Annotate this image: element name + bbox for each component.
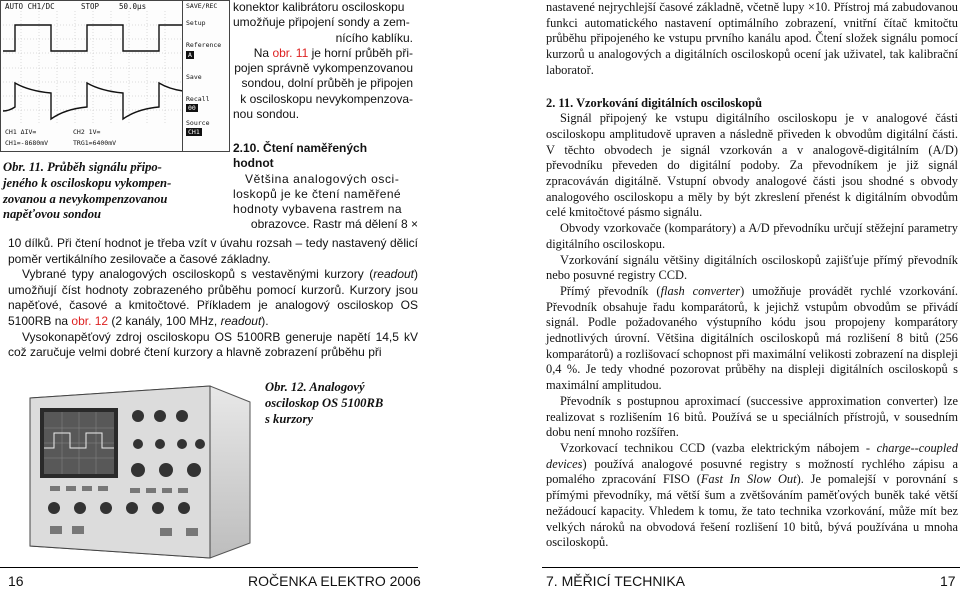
figure-12-caption <box>265 380 415 427</box>
scope-footer-ch2: CH2 1V= <box>73 128 101 136</box>
text-italic: flash converter <box>660 283 741 298</box>
paragraph-readout <box>8 267 418 329</box>
paragraph-ccd <box>546 441 958 551</box>
text: ) používá analogové posuvné registry s možností rychlého zápisu a pomalého zpracování FISO ( <box>546 456 958 487</box>
caption-line: umožňuje připojení sondy a zem- <box>233 15 410 30</box>
scope-header-stop: STOP <box>81 2 100 11</box>
paragraph: Obvody vzorkovače (komparátory) a A/D převodníku určují stěžejní parametry digitálního osciloskopu. <box>546 221 958 251</box>
scope-menu-source: Source <box>186 119 210 127</box>
connector-caption <box>233 0 413 122</box>
text-italic: charge--coupled devices <box>546 440 958 471</box>
text: Vybrané typy analogových osciloskopů s vestavěnými kurzory ( <box>22 267 374 282</box>
figure-11-caption <box>3 160 218 223</box>
text: ) umožňuje provádět rychlé vzorkování. Převodník obsahuje řadu komparátorů, k jejichž vstupům obvodům se přivádí signál. Podle požadovaného výstupního kódu jsou propojeny komparátory jednotlivých úrovní. Většina digitálních osciloskopů má rozlišení 8 bitů (256 komparátorů) a rozlišovací schopnost při maximální velikosti zobrazení na displeji 0,4 %. Je tedy vhodné pozorovat průběhy na displeji digitálních osciloskopů s maximální amplitudou. <box>546 283 959 393</box>
caption-line: s kurzory <box>265 411 313 426</box>
scope-footer-ch1: CH1 ΔIV= <box>5 128 37 136</box>
text: ). <box>261 313 269 328</box>
scope-menu-recall: Recall <box>186 95 210 103</box>
left-column-body <box>8 236 418 361</box>
scope-header-left: AUTO CH1/DC <box>5 2 55 11</box>
scope-grid-plot <box>3 11 183 125</box>
caption-line: pojen správně vykompenzovanou <box>234 61 413 76</box>
figure-12-link[interactable]: obr. 12 <box>71 313 109 328</box>
scope-menu-reference-value: A <box>188 51 192 59</box>
caption-line: konektor kalibrátoru osciloskopu <box>233 0 405 14</box>
caption-line: sondou, dolní průběh je připojen <box>241 76 413 91</box>
section-heading-2-11: 2. 11. Vzorkování digitálních osciloskopů <box>546 95 762 110</box>
paragraph: 10 dílků. Při čtení hodnot je třeba vzít v úvahu rozsah – tedy nastavený dělicí poměr vertikálního zesilovače a časové základny. <box>8 236 418 266</box>
scope-footer-trigger: TRG1=6400mV <box>73 139 117 147</box>
journal-title: ROČENKA ELEKTRO 2006 <box>248 573 421 589</box>
chapter-title: 7. MĚŘICÍ TECHNIKA <box>546 573 685 589</box>
scope-screen-figure <box>0 0 230 152</box>
body-line: obrazovce. Rastr má dělení 8 × <box>250 217 418 232</box>
caption-line: nou sondou. <box>233 107 300 122</box>
page-number-left: 16 <box>8 573 24 589</box>
text: ). Je pomalejší v porovnání s přímými převodníky, má větší šum a zvětšováním paměťových buněk také větší nežádoucí kapacity. Vhledem k tomu, že tato technika vzorkování, může mít bez velkých nároků na obvodová řešení rozlišení 10 bitů, bývá používána u mnoha osciloskopů. <box>546 472 958 550</box>
caption-text: Na <box>253 45 273 60</box>
paragraph: Vysokonapěťový zdroj osciloskopu OS 5100RB generuje napětí 14,5 kV což zaručuje velmi dobré čtení kurzory a hlavně zobrazení průběhu při <box>8 329 418 360</box>
scope-menu-recall-value: 00 <box>188 104 196 112</box>
text: (2 kanály, 100 MHz, <box>108 313 221 328</box>
oscilloscope-photo <box>10 378 260 563</box>
paragraph: Převodník s postupnou aproximací (successive approximation converter) lze realizovat s rozlišením 16 bitů. Používá se u speciálních přístrojů, v sousedním dobu není mnoho rozšířen. <box>546 393 958 440</box>
scope-header-time: 50.0μs <box>119 2 147 11</box>
footer-rule-left <box>0 567 418 568</box>
scope-menu-save: Save <box>186 73 202 81</box>
section-2-10 <box>233 141 418 233</box>
right-column-body <box>546 0 958 551</box>
scope-menu-setup: Setup <box>186 19 206 27</box>
caption-line: k osciloskopu nevykompenzova- <box>240 91 413 106</box>
caption-line: zovanou a nevykompenzovanou <box>3 191 168 206</box>
scope-menu-title: SAVE/REC <box>186 2 218 10</box>
section-heading: 2.10. Čtení naměřených <box>233 141 368 155</box>
caption-line: Obr. 11. Průběh signálu připo- <box>3 160 162 174</box>
page-number-right: 17 <box>940 573 956 589</box>
body-line: hodnoty vybavena rastrem na <box>233 202 402 217</box>
paragraph: Signál připojený ke vstupu digitálního osciloskopu je v analogové části osciloskopu amplitudově upraven a následně přiveden k obvodům digitální části. V těchto obvodech je signál vzorkován a v analogově-digitálním (A/D) převodníku převeden do digitální podoby. Za převodníkem je již signál zpracováván digitálně. Vstupní obvody analogové části jsou shodné s obvody analogového osciloskopu a měly by být zkreslení přenést k digitálním obvodům celé kmitočtové pásmo signálu. <box>546 111 958 220</box>
text: Přímý převodník ( <box>560 283 661 298</box>
section-heading-cont: hodnot <box>233 156 274 171</box>
figure-11-link[interactable]: obr. 11 <box>272 45 309 60</box>
text-italic: Fast In Slow Out <box>700 472 797 487</box>
text-italic: readout <box>220 313 262 328</box>
caption-line-link <box>233 46 413 61</box>
caption-line: napěťovou sondou <box>3 207 102 222</box>
paragraph-flash <box>546 284 958 394</box>
body-line: loskopů je ke čtení naměřené <box>233 186 401 201</box>
caption-line: Obr. 12. Analogový <box>265 380 365 394</box>
scope-side-menu <box>182 1 229 151</box>
text-italic: readout <box>373 267 414 282</box>
caption-text: je horní průběh při- <box>308 45 413 60</box>
paragraph: Vzorkování signálu většiny digitálních osciloskopů zajišťuje přímý převodník nebo posuvné registry CCD. <box>546 252 958 283</box>
footer-rule-right <box>542 567 960 568</box>
scope-menu-reference: Reference <box>186 41 222 49</box>
caption-line: nícího kablíku. <box>335 30 413 45</box>
caption-line: jeného k osciloskopu vykompen- <box>3 175 172 190</box>
paragraph: nastavené nejrychlejší časové základně, včetně lupy ×10. Přístroj má zabudovanou funkci automatického nastavení optimálního zobrazení, vnitřní čítač kmitočtu průběhu připojeného ke vstupu prvního kanálu apod. Čtení složek signálu pomocí kurzorů u analogových a digitálních osciloskopů ocení jak uživatel, tak kalibrační laboratoř. <box>546 0 958 77</box>
scope-footer-ch1-value: CH1=-8680mV <box>5 139 49 147</box>
text: Vzorkovací technikou CCD (vazba elektrickým nábojem - <box>560 440 877 455</box>
body-line: Většina analogových osci- <box>245 171 400 186</box>
caption-line: osciloskop OS 5100RB <box>265 395 384 410</box>
text: ) umožňují číst hodnoty zobrazeného průběhu pomocí kurzorů. Kurzory jsou napěťové, časové a kmitočtové. Příkladem je analogový osciloskop OS 5100RB na <box>8 267 418 328</box>
scope-menu-source-value: CH1 <box>188 128 200 136</box>
